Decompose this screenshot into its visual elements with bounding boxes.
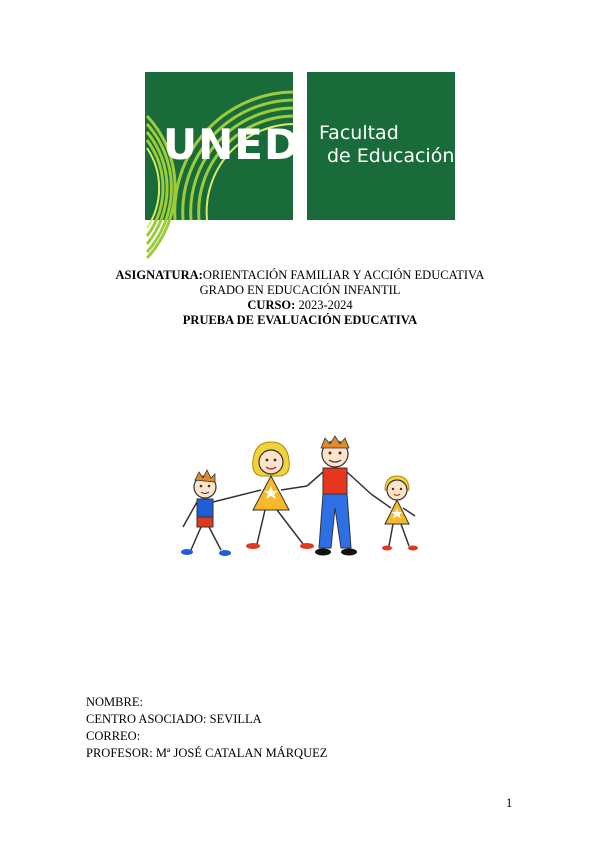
curso-value: 2023-2024 xyxy=(295,298,353,312)
curso-line xyxy=(0,298,600,313)
correo-field: CORREO: xyxy=(86,729,141,743)
family-drawing-icon xyxy=(165,432,435,567)
asignatura-line xyxy=(0,268,600,283)
student-info xyxy=(86,694,327,762)
mother-figure-icon xyxy=(237,442,314,549)
father-figure-icon xyxy=(307,436,371,556)
centro-field: CENTRO ASOCIADO: SEVILLA xyxy=(86,712,262,726)
prueba-title: PRUEBA DE EVALUACIÓN EDUCATIVA xyxy=(182,313,418,327)
faculty-line2: de Educación xyxy=(327,145,455,168)
faculty-name xyxy=(319,122,454,168)
curso-label: CURSO: xyxy=(247,298,296,312)
asignatura-label: ASIGNATURA: xyxy=(115,268,203,282)
faculty-logo xyxy=(307,72,455,220)
nombre-field: NOMBRE: xyxy=(86,695,143,709)
girl-figure-icon xyxy=(371,476,418,551)
page-number: 1 xyxy=(506,796,513,810)
document-header xyxy=(0,268,600,328)
profesor-field: PROFESOR: Mª JOSÉ CATALAN MÁRQUEZ xyxy=(86,746,328,760)
grado-line: GRADO EN EDUCACIÓN INFANTIL xyxy=(199,283,401,297)
boy-figure-icon xyxy=(181,470,237,556)
faculty-line1: Facultad xyxy=(319,122,399,144)
asignatura-value: ORIENTACIÓN FAMILIAR Y ACCIÓN EDUCATIVA xyxy=(202,268,485,282)
uned-logo xyxy=(145,72,300,220)
uned-wordmark: UNED xyxy=(163,120,300,169)
